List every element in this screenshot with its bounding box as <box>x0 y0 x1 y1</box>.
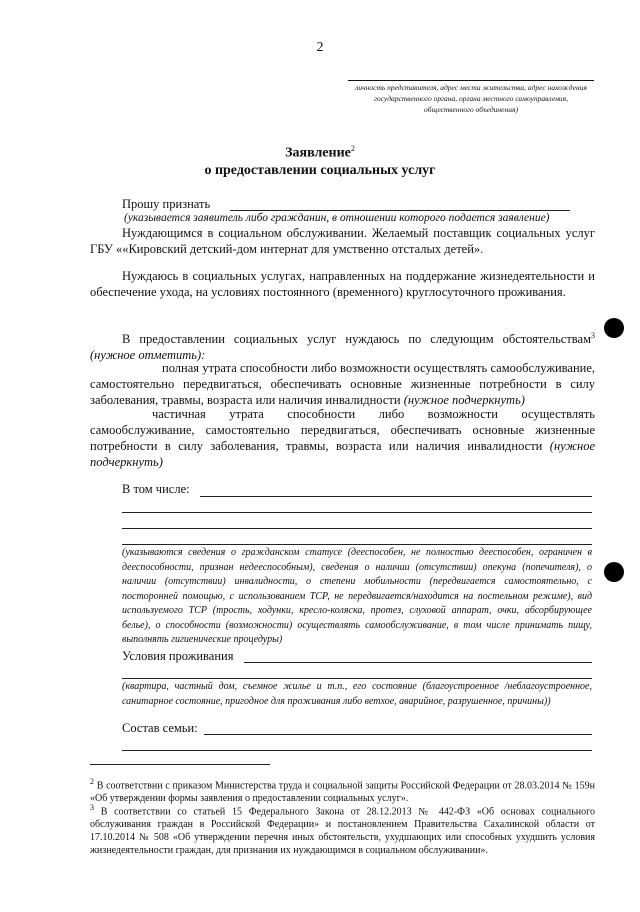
circumstances-footnote-ref: 3 <box>591 331 595 340</box>
footnote-2-number: 2 <box>90 777 94 786</box>
document-subtitle: о предоставлении социальных услуг <box>204 163 436 178</box>
representative-note: личность представителя, адрес места жительства, адрес нахождения государственного органа, органа местного самоуправления, общественного объединения) <box>355 83 587 114</box>
title-text: Заявление <box>285 145 351 161</box>
including-line-4[interactable] <box>122 544 592 545</box>
services-paragraph: Нуждаюсь в социальных услугах, направленных на поддержание жизнедеятельности и обеспечение ухода, на условиях постоянного (временного) круглосуточного проживания. <box>90 269 595 299</box>
document-title <box>0 144 640 162</box>
option-partial-loss[interactable] <box>90 406 595 470</box>
need-paragraph: Нуждающимся в социальном обслуживании. Желаемый поставщик социальных услуг ГБУ ««Кировский детский-дом интернат для умственно отсталых детей». <box>90 226 595 256</box>
top-rule <box>348 80 594 81</box>
circumstances-intro <box>90 328 595 363</box>
including-line-2[interactable] <box>122 512 592 513</box>
family-label: Состав семьи: <box>122 721 198 735</box>
punch-hole-top <box>604 318 624 338</box>
option-full-loss-hint: (нужное подчеркнуть) <box>403 393 525 407</box>
living-hint: (квартира, частный дом, съемное жилье и т.п., его состояние (благоустроенное /неблагоустроенное, санитарное состояние, пригодное для проживания либо ветхое, аварийное, разрушенное, причины)) <box>122 681 592 707</box>
family-line-2[interactable] <box>122 750 592 751</box>
footnote-3-number: 3 <box>90 803 94 812</box>
including-line-1[interactable] <box>200 496 592 497</box>
request-label: Прошу признать <box>122 197 211 211</box>
option-partial-loss-text: частичная утрата способности либо возможности осуществлять самообслуживание, самостоятельно передвигаться, обеспечивать основные жизненные потребности в силу заболевания, травмы, возраста или наличия инвалидности <box>90 407 595 453</box>
footnote-2-text: В соответствии с приказом Министерства труда и социальной защиты Российской Федерации от 28.03.2014 № 159н «Об утверждении формы заявления о предоставлении социальных услуг». <box>90 780 595 805</box>
option-full-loss-text: полная утрата способности либо возможности осуществлять самообслуживание, самостоятельно передвигаться, обеспечивать основные жизненные потребности в силу заболевания, травмы, возраста или наличия инвалидности <box>90 361 595 407</box>
living-line-2[interactable] <box>122 678 592 679</box>
circumstances-hint: (нужное отметить): <box>90 348 206 363</box>
living-label: Условия проживания <box>122 649 234 663</box>
footnote-separator <box>90 764 270 765</box>
title-footnote-ref: 2 <box>350 144 355 153</box>
request-hint: (указывается заявитель либо гражданин, в отношении которого подается заявление) <box>124 212 550 224</box>
option-partial-loss-hint: (нужное подчеркнуть) <box>90 439 596 469</box>
circumstances-text: В предоставлении социальных услуг нуждаюсь по следующим обстоятельствам <box>122 332 591 347</box>
living-line-1[interactable] <box>244 662 592 663</box>
including-label: В том числе: <box>122 482 190 496</box>
including-line-3[interactable] <box>122 528 592 529</box>
family-line-1[interactable] <box>204 734 592 735</box>
including-hint: (указываются сведения о гражданском статусе (дееспособен, не полностью дееспособен, ограничен в дееспособности, признан недееспособным), сведения о наличии (отсутствии) опекуна (попечителя), о наличии (отсутствии) инвалидности, о степени мобильности (передвигается самостоятельно, с посторонней помощью, с использованием ТСР, не передвигается/находится на постельном режиме), вид используемого ТСР (трость, ходунки, кресло-коляска, протез, слуховой аппарат, очки, абсорбирующее белье), о способности (возможности) осуществлять самообслуживание, в том числе принимать пищу, выполнять гигиенические процедуры) <box>122 547 592 645</box>
footnote-3-text: В соответствии со статьей 15 Федерального Закона от 28.12.2013 № 442-ФЗ «Об основах социального обслуживания граждан в Российской Федерации» и постановлением Правительства Сахалинской области от 17.10.2014 № 508 «Об утверждении перечня иных обстоятельств, ухудшающих или способных ухудшить условия жизнедеятельности граждан, для признания их нуждающимся в социальном обслуживании». <box>90 806 596 857</box>
punch-hole-bottom <box>604 562 624 582</box>
footnote-3 <box>90 801 595 857</box>
option-full-loss[interactable] <box>90 360 595 408</box>
page-number: 2 <box>316 40 324 55</box>
